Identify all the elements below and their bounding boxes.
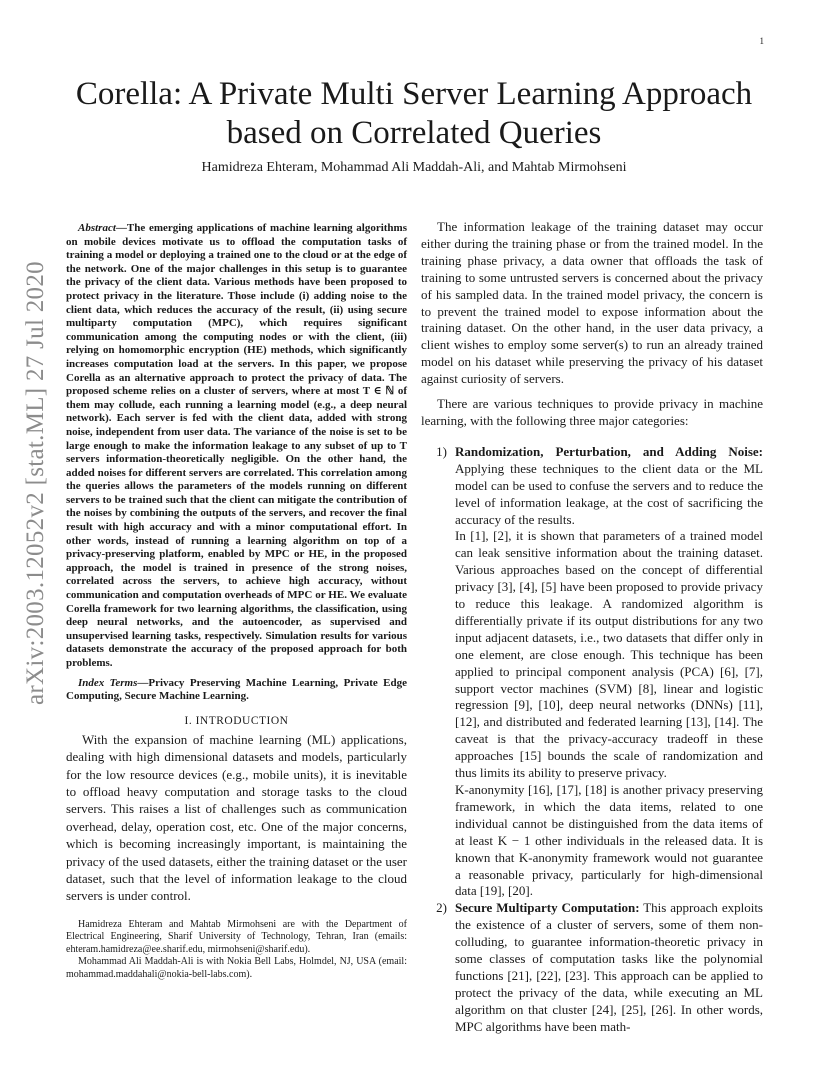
list-item — [421, 900, 763, 1035]
abstract-text: —The emerging applications of machine learning algorithms on mobile devices motivate us to offload the computation tasks of training a model or deploying a trained one to the cloud or at the edge of the network. One of the major challenges in this setup is to guarantee the privacy of the client data. Various methods have been proposed to protect privacy in the literature. Those include (i) adding noise to the client data, which reduces the accuracy of the result, (ii) using secure multiparty computation (MPC), which requires significant communication among the computing nodes or with the client, (iii) relying on homomorphic encryption (HE) methods, which significantly increases computation load at the servers. In this paper, we propose Corella as an alternative approach to protect the privacy of data. The proposed scheme relies on a cluster of servers, where at most T ∈ ℕ of them may collude, each running a learning model (e.g., a deep neural network). Each server is fed with the client data, added with strong noise, independent from user data. The variance of the noise is set to be large enough to make the information leakage to any subset of up to T servers information-theoretically negligible. On the other hand, the added noises for different servers are correlated. This correlation among the queries allows the parameters of the models running on different servers to be trained such that the client can mitigate the contribution of the noises by combining the outputs of the servers, and recover the final result with high accuracy and with a minor computational effort. In other words, instead of running a learning algorithm on top of a privacy-preserving platform, enabled by MPC or HE, in the proposed approach, the model is trained in presence of the strong noises, correlated across the servers, to achieve high accuracy, without communication and computation overheads of MPC or HE. We evaluate Corella framework for two learning algorithms, the classification, using deep neural networks, and the autoencoder, as supervised and unsupervised learning tasks, respectively. Simulation results for various datasets demonstrate the accuracy of the proposed approach for both problems. — [66, 222, 407, 669]
footnote-2: Mohammad Ali Maddah-Ali is with Nokia Bell Labs, Holmdel, NJ, USA (email: mohammad.maddahali@nokia-bell-labs.com). — [66, 956, 407, 980]
footnote-1: Hamidreza Ehteram and Mahtab Mirmohseni are with the Department of Electrical Engineering, Sharif University of Technology, Tehran, Iran (emails: ehteram.hamidreza@ee.sharif.edu, mirmohseni@sharif.edu). — [66, 918, 407, 955]
list-item-paragraph: In [1], [2], it is shown that parameters of a trained model can leak sensitive information about the training dataset. Various approaches based on the concept of differential privacy [3], [4], [5] have been proposed to provide privacy to reduce this leakage. A randomized algorithm is differentially private if its output distributions for any two input adjacent datasets, i.e., two datasets that differ only in one element, are close enough. This technique has been applied to principal component analysis (PCA) [6], [7], support vector machines (SVM) [8], linear and logistic regression [9], [10], deep neural networks (DNNs) [11], [12], and distributed and federated learning [13], [14]. The caveat is that the privacy-accuracy tradeoff in these approaches [15] bounds the scale of randomization and thus limits its ability to preserve privacy. — [455, 528, 763, 781]
abstract — [66, 222, 407, 671]
arxiv-stamp — [18, 261, 54, 705]
list-item — [421, 444, 763, 900]
categories-list — [421, 444, 763, 1036]
list-item-body — [455, 900, 763, 1035]
list-item-text: Applying these techniques to the client data or the ML model can be used to confuse the servers and to reduce the level of information leakage, at the cost of sacrificing the accuracy of the results. — [455, 460, 763, 527]
list-item-title: Secure Multiparty Computation: — [455, 900, 640, 916]
footnotes — [66, 919, 407, 982]
abstract-label: Abstract — [78, 222, 116, 234]
list-item-text: This approach exploits the existence of a cluster of servers, some of them non-colluding, to guarantee information-theoretic privacy in some classes of computation tasks like the polynomial functions [21], [22], [23]. This approach can be applied to protect the privacy of the data, while executing an ML algorithm on that cluster [24], [25], [26]. In other words, MPC algorithms have been math- — [455, 900, 763, 1034]
arxiv-stamp-text: arXiv:2003.12052v2 [stat.ML] 27 Jul 2020 — [22, 261, 49, 705]
page-number: 1 — [759, 36, 764, 46]
list-item-paragraph: K-anonymity [16], [17], [18] is another privacy preserving framework, in which the data items, related to one individual cannot be distinguished from the data items of at least K − 1 other individuals in the released data. It is known that K-anonymity framework would not guarantee a reasonable privacy, particularly for high-dimensional data [19], [20]. — [455, 782, 763, 899]
list-item-body — [455, 444, 763, 900]
paper-authors: Hamidreza Ehteram, Mohammad Ali Maddah-Ali, and Mahtab Mirmohseni — [201, 160, 627, 175]
list-item-title: Randomization, Perturbation, and Adding Noise: — [455, 443, 763, 459]
right-paragraph-2: There are various techniques to provide privacy in machine learning, with the following three major categories: — [421, 396, 763, 428]
paper-title: Corella: A Private Multi Server Learning Approach based on Correlated Queries — [75, 76, 753, 151]
section-heading: I. INTRODUCTION — [184, 714, 289, 727]
index-terms-text: —Privacy Preserving Machine Learning, Private Edge Computing, Secure Machine Learning. — [66, 676, 407, 703]
right-column — [421, 219, 763, 1036]
right-paragraph-1: The information leakage of the training dataset may occur either during the training phase or from the trained model. In the training phase privacy, a data owner that offloads the task of training to some untrusted servers is concerned about the privacy of his sampled data. In the trained model privacy, the concern is to prevent the trained model to expose information about the training dataset. On the other hand, in the user data privacy, a client wishes to employ some server(s) to run an already trained model on his dataset while preserving the privacy of his dataset against curiosity of servers. — [421, 219, 763, 387]
index-terms — [66, 677, 407, 704]
left-column — [66, 222, 407, 981]
list-item-number: 1) — [436, 443, 447, 459]
intro-paragraph: With the expansion of machine learning (ML) applications, dealing with high dimensional datasets and models, particularly for the low resource devices (e.g., mobile units), it is inevitable to offload heavy computation and storage tasks to the cloud servers. This raises a list of challenges such as communication overhead, delay, operation cost, etc. One of the major concerns, which is becoming increasingly important, is maintaining the privacy of the used datasets, either the training dataset or the user dataset, such that the level of information leakage to the cloud servers is under control. — [66, 731, 407, 904]
list-item-number: 2) — [436, 900, 447, 916]
index-terms-label: Index Terms — [78, 676, 138, 689]
